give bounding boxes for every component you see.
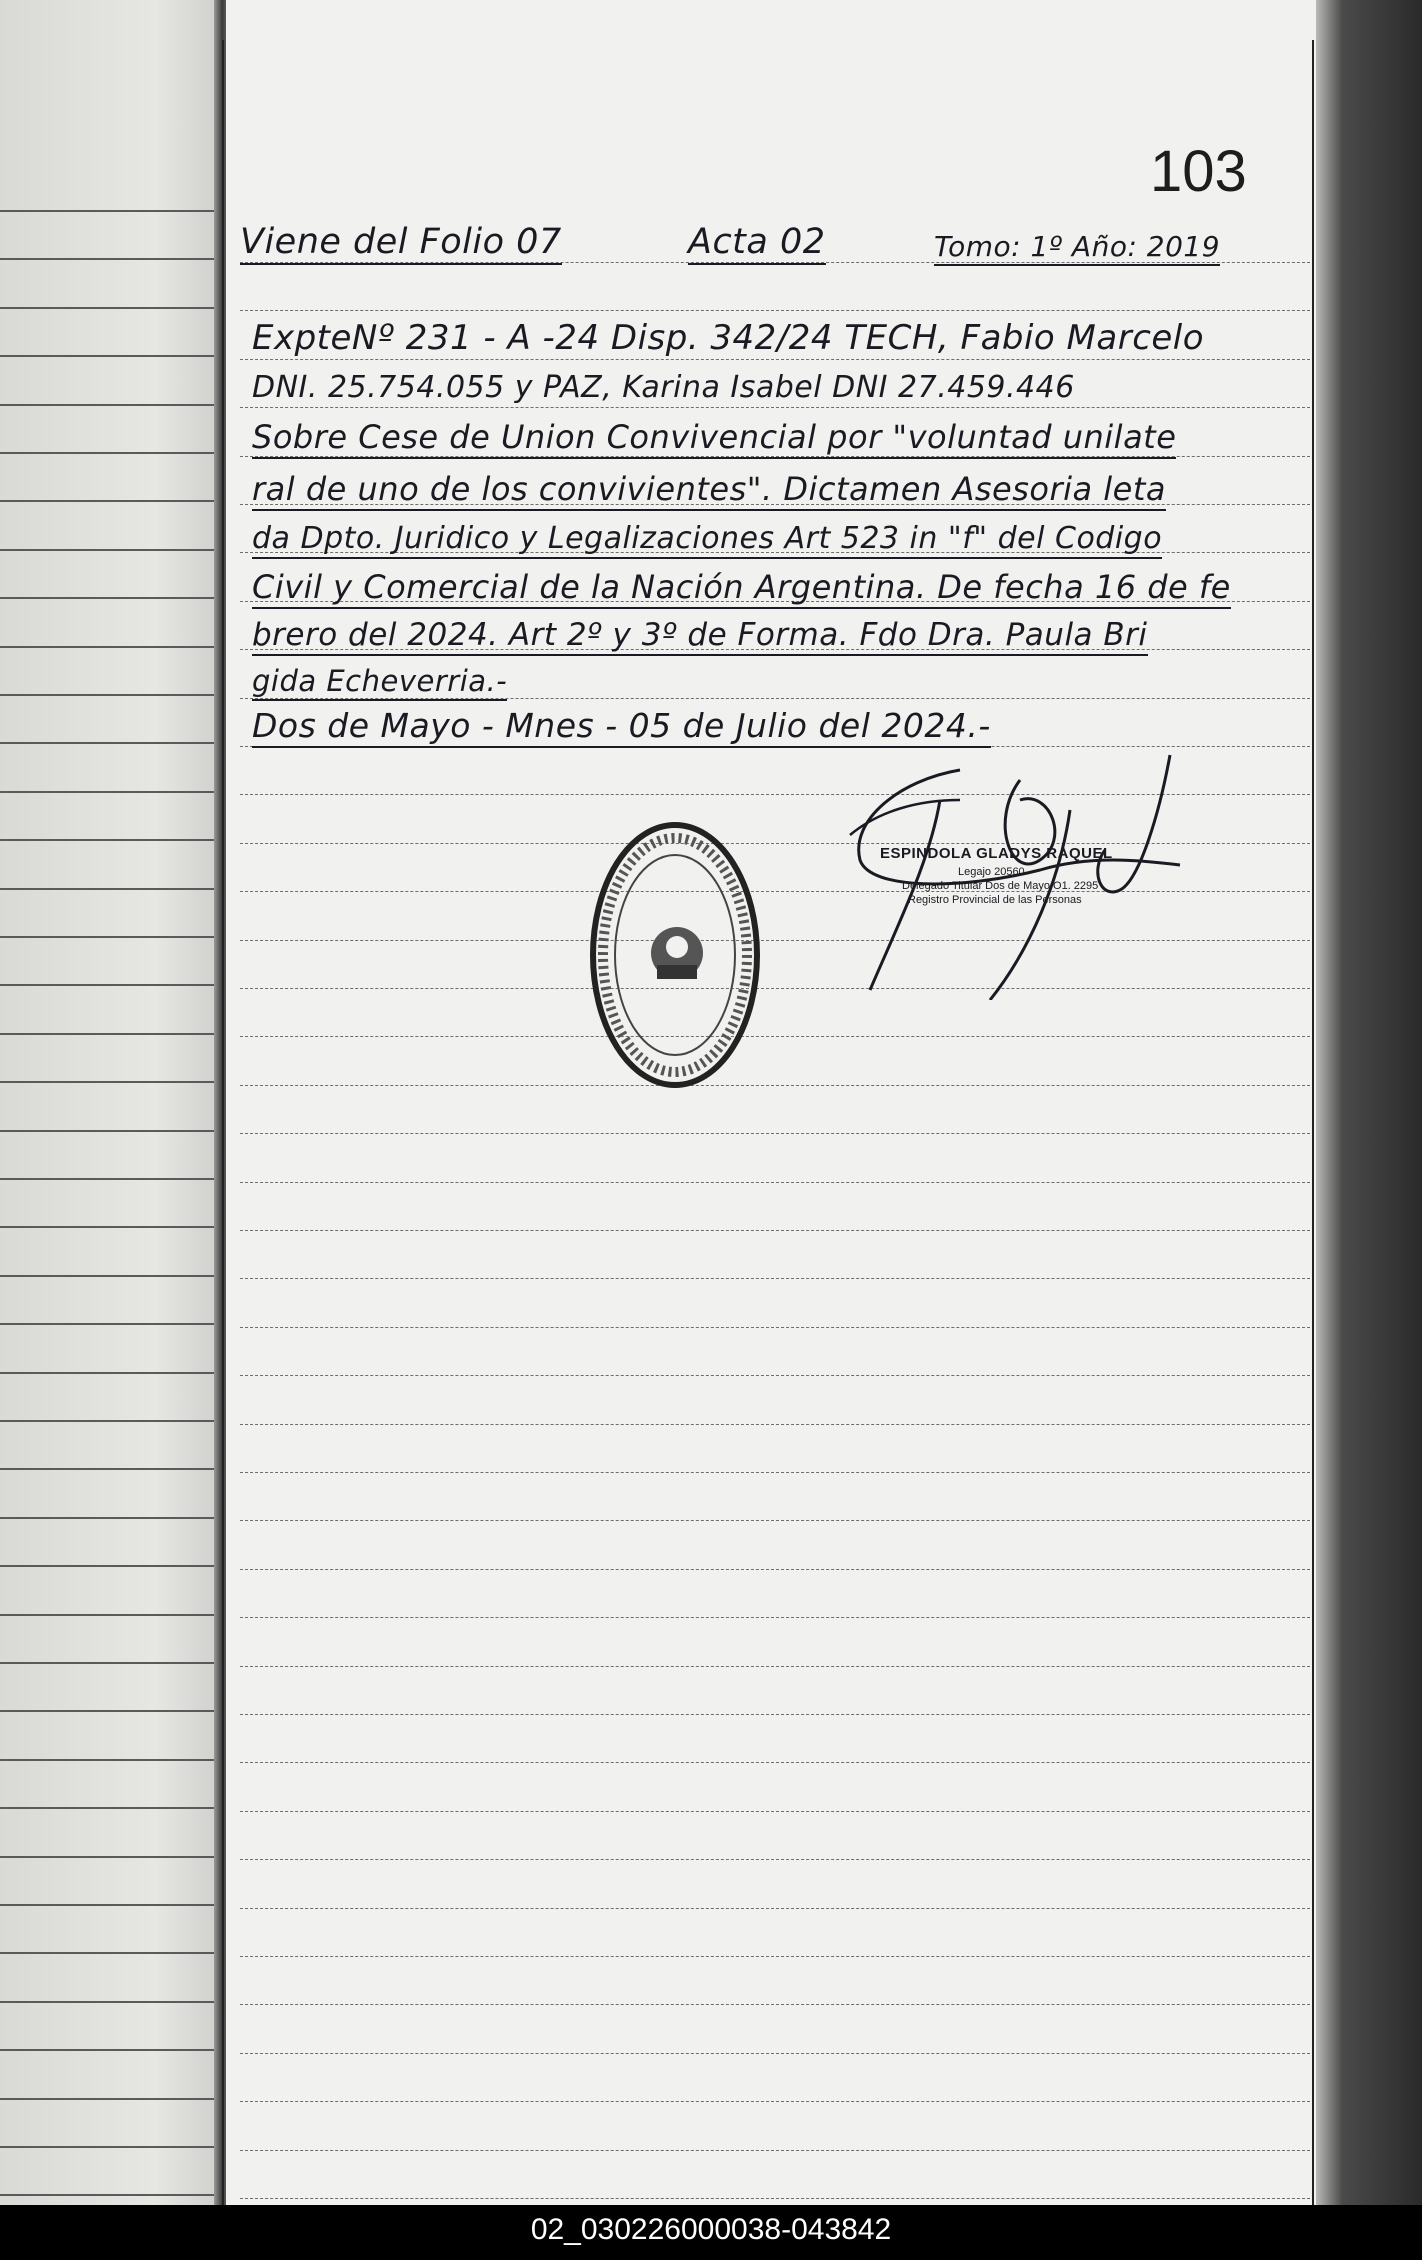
ruled-line <box>240 1230 1310 1231</box>
left-margin-line <box>222 40 224 2205</box>
ruled-line <box>240 1859 1310 1860</box>
ruled-line <box>240 1908 1310 1909</box>
ruled-line <box>240 1472 1310 1473</box>
left-page-ruled-line <box>0 646 222 648</box>
left-page-ruled-line <box>0 839 222 841</box>
left-page-ruled-line <box>0 2194 222 2196</box>
body-line: gida Echeverria.- <box>252 664 507 701</box>
left-page-ruled-line <box>0 1033 222 1035</box>
left-page-ruled-line <box>0 1807 222 1809</box>
stamp-registry: Registro Provincial de las Personas <box>908 894 1082 906</box>
left-page-ruled-line <box>0 1662 222 1664</box>
ruled-line <box>240 1375 1310 1376</box>
left-page-ruled-line <box>0 307 222 309</box>
ruled-line <box>240 2150 1310 2151</box>
header-viene: Viene del Folio 07 <box>240 222 562 265</box>
page-number: 103 <box>1150 139 1247 204</box>
left-page-ruled-line <box>0 1614 222 1616</box>
left-page-ruled-line <box>0 742 222 744</box>
left-page-ruled-line <box>0 791 222 793</box>
ruled-line <box>240 1424 1310 1425</box>
header-acta: Acta 02 <box>688 222 826 265</box>
stamp-delegado: Delegado Titular Dos de Mayo O1. 2295 <box>902 880 1099 892</box>
ruled-line <box>240 1327 1310 1328</box>
body-line: brero del 2024. Art 2º y 3º de Forma. Fdo Dra. Paula Bri <box>252 617 1148 656</box>
left-page <box>0 0 222 2205</box>
document-id: 02_030226000038-043842 <box>530 2213 892 2246</box>
body-line: da Dpto. Juridico y Legalizaciones Art 523 in "f" del Codigo <box>252 521 1162 559</box>
ruled-line <box>240 1714 1310 1715</box>
left-page-ruled-line <box>0 2146 222 2148</box>
left-page-ruled-line <box>0 1372 222 1374</box>
left-page-ruled-line <box>0 210 222 212</box>
left-page-ruled-line <box>0 1178 222 1180</box>
ruled-line <box>240 1520 1310 1521</box>
left-page-ruled-line <box>0 2098 222 2100</box>
left-page-ruled-line <box>0 1468 222 1470</box>
left-page-ruled-line <box>0 1856 222 1858</box>
ruled-line <box>240 1762 1310 1763</box>
body-line: Sobre Cese de Union Convivencial por "voluntad unilate <box>252 418 1176 459</box>
ruled-line <box>240 2101 1310 2102</box>
left-page-ruled-line <box>0 984 222 986</box>
ruled-line <box>240 1085 1310 1086</box>
left-page-ruled-line <box>0 694 222 696</box>
left-page-ruled-line <box>0 1759 222 1761</box>
ruled-line <box>240 2053 1310 2054</box>
stamp-legajo: Legajo 20560 <box>958 866 1025 878</box>
ruled-line <box>240 1617 1310 1618</box>
left-page-ruled-line <box>0 1710 222 1712</box>
body-line: Dos de Mayo - Mnes - 05 de Julio del 2024.- <box>252 706 991 748</box>
left-page-ruled-line <box>0 404 222 406</box>
ruled-line <box>240 407 1310 408</box>
left-page-ruled-line <box>0 2001 222 2003</box>
registry-seal-icon <box>585 815 765 1095</box>
ruled-line <box>240 1036 1310 1037</box>
ruled-line <box>240 1569 1310 1570</box>
left-page-ruled-line <box>0 1081 222 1083</box>
left-page-ruled-line <box>0 1275 222 1277</box>
left-page-ruled-line <box>0 1517 222 1519</box>
ruled-line <box>240 359 1310 360</box>
left-page-ruled-line <box>0 258 222 260</box>
ruled-line <box>240 2198 1310 2199</box>
ruled-line <box>240 2004 1310 2005</box>
left-page-ruled-line <box>0 1565 222 1567</box>
header-tomo: Tomo: 1º Año: 2019 <box>934 230 1220 266</box>
left-page-ruled-line <box>0 549 222 551</box>
page-edge <box>1316 0 1422 2205</box>
right-margin-line <box>1312 40 1314 2205</box>
left-page-ruled-line <box>0 936 222 938</box>
left-page-ruled-line <box>0 1904 222 1906</box>
left-page-ruled-line <box>0 1323 222 1325</box>
left-page-ruled-line <box>0 1420 222 1422</box>
body-line: ral de uno de los convivientes". Dictamen Asesoria leta <box>252 470 1166 511</box>
left-page-ruled-line <box>0 1226 222 1228</box>
ruled-line <box>240 1666 1310 1667</box>
left-page-ruled-line <box>0 2049 222 2051</box>
left-page-ruled-line <box>0 452 222 454</box>
ruled-line <box>240 1278 1310 1279</box>
left-page-ruled-line <box>0 355 222 357</box>
ruled-line <box>240 1811 1310 1812</box>
body-line: ExpteNº 231 - A -24 Disp. 342/24 TECH, Fabio Marcelo <box>252 318 1205 358</box>
ruled-line <box>240 1956 1310 1957</box>
left-page-ruled-line <box>0 1130 222 1132</box>
stamp-name: ESPINDOLA GLADYS RAQUEL <box>880 845 1113 862</box>
left-page-ruled-line <box>0 888 222 890</box>
ruled-line <box>240 310 1310 311</box>
body-line: DNI. 25.754.055 y PAZ, Karina Isabel DNI 27.459.446 <box>252 370 1075 405</box>
ruled-line <box>240 1133 1310 1134</box>
left-page-ruled-line <box>0 500 222 502</box>
left-page-ruled-line <box>0 1952 222 1954</box>
ruled-line <box>240 1182 1310 1183</box>
left-page-ruled-line <box>0 597 222 599</box>
body-line: Civil y Comercial de la Nación Argentina. De fecha 16 de fe <box>252 568 1231 609</box>
